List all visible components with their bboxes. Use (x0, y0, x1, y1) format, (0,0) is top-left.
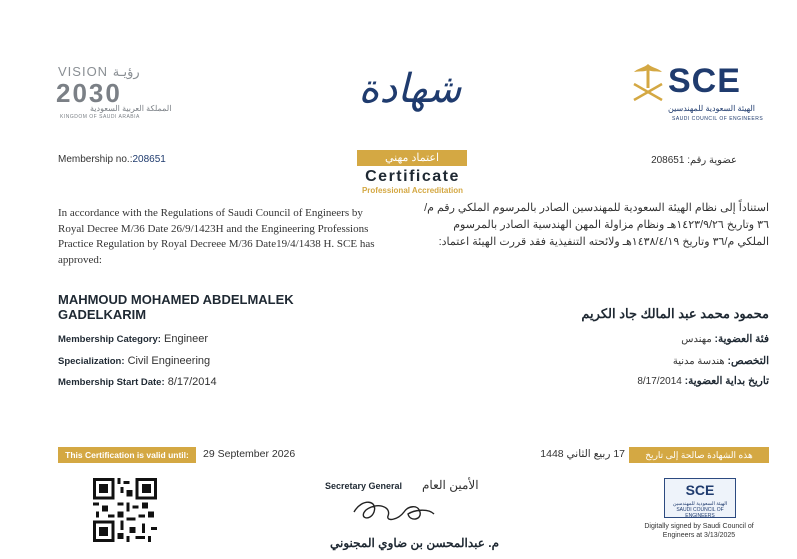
signature-icon (348, 490, 438, 530)
legal-paragraph-ar: استناداً إلى نظام الهيئة السعودية للمهندسين الصادر بالمرسوم الملكي رقم م/٣٦ وتاريخ ١٤٢٣/٩/٢٦هـ ونظام مزاولة المهن الهندسية الصادر بالمرسوم الملكي م/٣٦ وتاريخ ١٤٣٨/٤/١٩هـ ولائحته التنفيذية فقد قررت الهيئة اعتماد: (424, 202, 769, 248)
membership-start-en: Membership Start Date: 8/17/2014 (58, 376, 217, 388)
holder-name-ar: محمود محمد عبد المالك جاد الكريم (581, 306, 769, 321)
vision-2030-logo-year: 2030 (56, 78, 122, 108)
qr-code[interactable] (93, 478, 157, 542)
holder-name-en: MAHMOUD MOHAMED ABDELMALEK GADELKARIM (58, 292, 294, 322)
certificate-subtitle: Professional Accreditation (361, 186, 464, 195)
specialization-ar: التخصص: هندسة مدنية (672, 355, 769, 367)
membership-start-ar: تاريخ بداية العضوية: 8/17/2014 (637, 375, 769, 387)
certificate-title-arabic: شهادة (358, 66, 462, 112)
membership-number-ar: عضوية رقم: 208651 (651, 155, 737, 166)
stamp-subtitle: الهيئة السعودية للمهندسين SAUDI COUNCIL OF ENGINEERS (672, 501, 728, 519)
membership-category-en: Membership Category: Engineer (58, 333, 209, 345)
sce-arabic-name: الهيئة السعودية للمهندسين (668, 104, 755, 113)
certificate-title-english: Certificate (365, 168, 460, 185)
specialization-en: Specialization: Civil Engineering (58, 355, 211, 367)
validity-label-ar: هذه الشهادة صالحة إلى تاريخ (629, 447, 769, 463)
legal-paragraph-en: In accordance with the Regulations of Saudi Council of Engineers by Royal Decree M/36 Date 26/9/1423H and the Engineering Professions Practice Regulation by Royal Decreee M/36 Date19/4/1438 H. SCE has approved: (58, 207, 375, 266)
sce-logo-text: SCE (668, 62, 741, 100)
vision-2030-english: KINGDOM OF SAUDI ARABIA (60, 114, 140, 120)
validity-label-en: This Certification is valid until: (58, 447, 196, 463)
palm-swords-icon (630, 60, 666, 104)
validity-date-en: 29 September 2026 (203, 448, 296, 460)
membership-category-ar: فئة العضوية: مهندس (681, 333, 769, 345)
secretary-general-en: Secretary General (325, 481, 403, 491)
validity-date-ar: 17 ربيع الثاني 1448 (540, 448, 625, 460)
signer-name-ar: م. عبدالمحسن بن ضاوي المجنوني (330, 536, 500, 550)
digital-signature-note: Digitally signed by Saudi Council of Engineers at 3/13/2025 (644, 523, 754, 539)
membership-number-en: Membership no.:208651 (58, 154, 166, 165)
vision-2030-arabic: المملكة العربية السعودية (90, 104, 172, 113)
sce-stamp (664, 478, 736, 518)
secretary-general-ar: الأمين العام (422, 478, 479, 492)
stamp-logo-text: SCE (685, 482, 715, 498)
sce-english-name: SAUDI COUNCIL OF ENGINEERS (672, 116, 764, 122)
vision-2030-logo-label: VISION رؤيـة (58, 64, 140, 79)
professional-accreditation-arabic-band: اعتماد مهني (357, 150, 467, 166)
